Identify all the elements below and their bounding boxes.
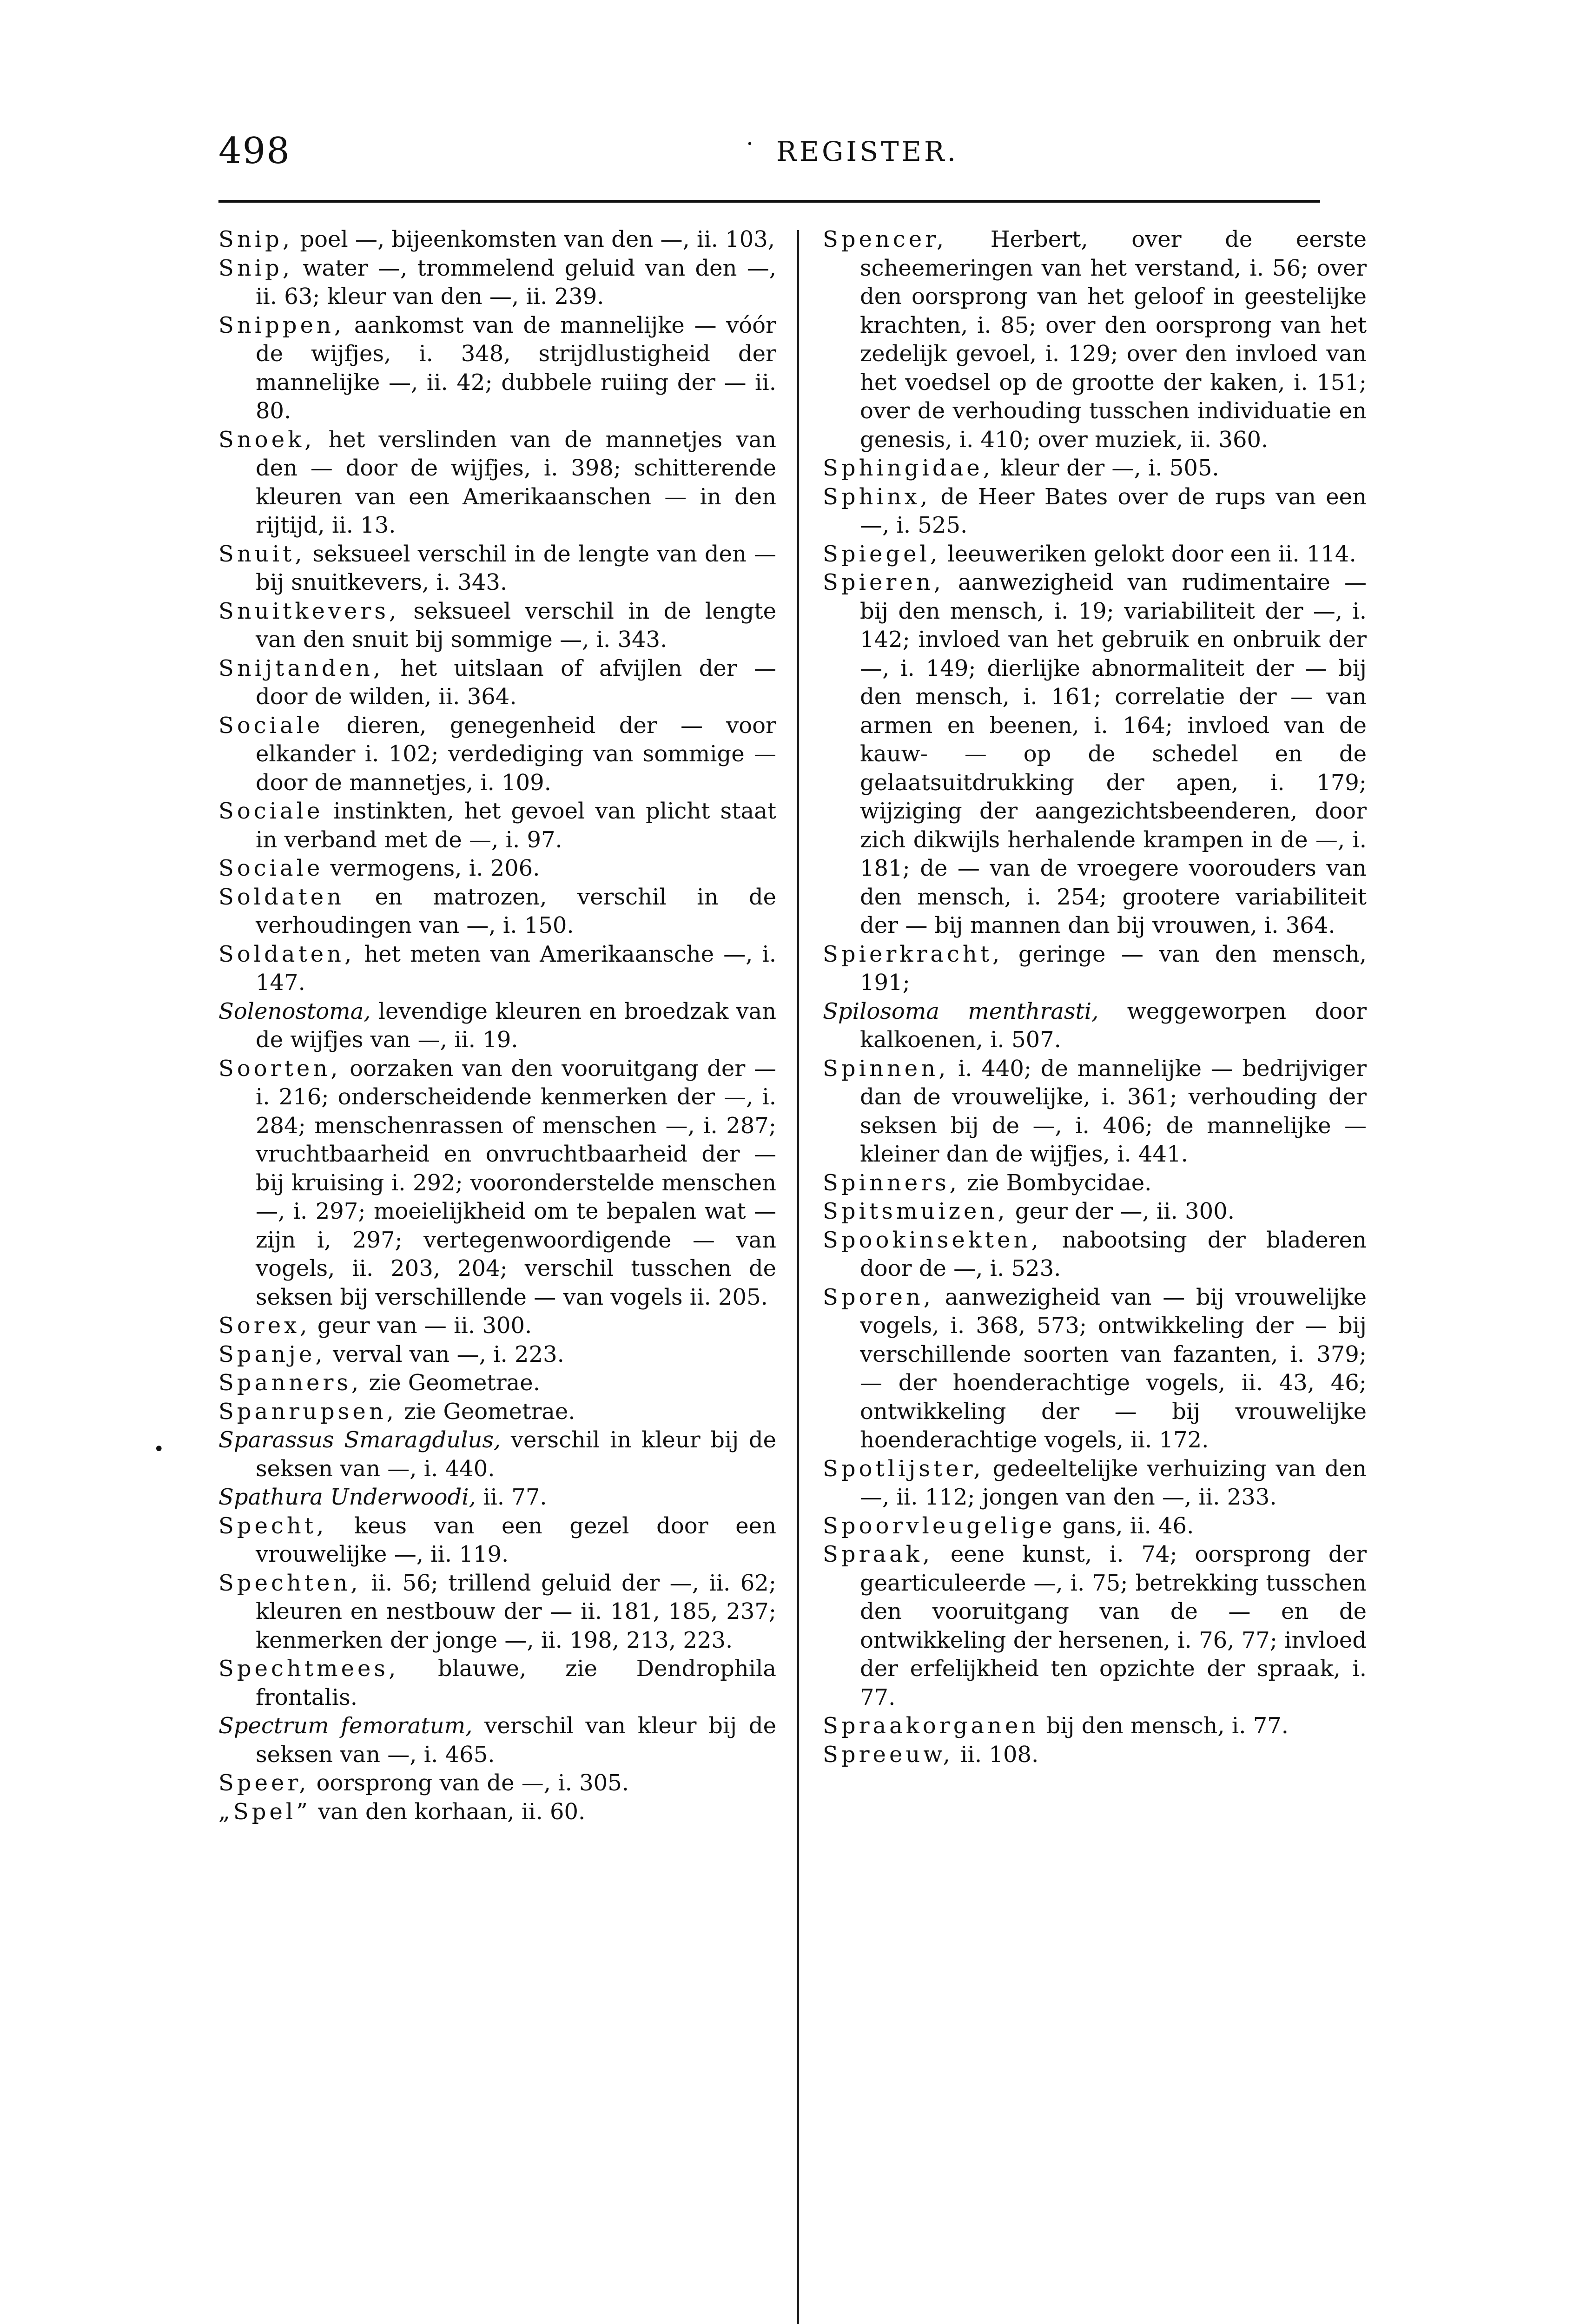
index-entry bbox=[218, 797, 776, 854]
entry-text: water —, trommelend geluid van den —, ii. 63; kleur van den —, ii. 239. bbox=[256, 255, 776, 310]
index-entry bbox=[218, 1769, 776, 1798]
entry-text: verval van —, i. 223. bbox=[325, 1341, 564, 1367]
entry-headword: Soldaten, bbox=[218, 941, 355, 967]
entry-text: en matrozen, verschil in de verhoudingen van —, i. 150. bbox=[256, 884, 776, 938]
entry-text: keus van een gezel door een vrouwelijke —, ii. 119. bbox=[256, 1512, 776, 1567]
entry-text: levendige kleuren en broedzak van de wijfjes van —, ii. 19. bbox=[256, 998, 776, 1053]
entry-text: het uitslaan of afvijlen der — door de wilden, ii. 364. bbox=[256, 655, 776, 710]
entry-text: van den korhaan, ii. 60. bbox=[311, 1798, 586, 1825]
index-entry bbox=[823, 1741, 1367, 1769]
entry-text: zie Geometrae. bbox=[397, 1398, 575, 1425]
entry-headword: Sparassus Smaragdulus, bbox=[218, 1427, 501, 1453]
index-entry bbox=[218, 1512, 776, 1569]
index-entry bbox=[823, 1455, 1367, 1512]
index-entry bbox=[218, 883, 776, 940]
entry-headword: Spookinsekten, bbox=[823, 1227, 1042, 1253]
entry-headword: Soldaten bbox=[218, 884, 345, 910]
index-entry bbox=[823, 1197, 1367, 1226]
entry-text: instinkten, het gevoel van plicht staat in verband met de —, i. 97. bbox=[256, 798, 776, 853]
index-entry bbox=[218, 311, 776, 426]
entry-headword: Snip, bbox=[218, 255, 293, 281]
index-entry bbox=[218, 1398, 776, 1426]
entry-headword: Snoek, bbox=[218, 426, 315, 453]
index-entry bbox=[823, 1169, 1367, 1198]
entry-headword: Sphingidae, bbox=[823, 455, 993, 481]
index-entry bbox=[218, 1712, 776, 1769]
index-entry bbox=[218, 1369, 776, 1398]
index-entry bbox=[823, 225, 1367, 454]
index-entry bbox=[218, 426, 776, 540]
entry-headword: Sociale bbox=[218, 798, 324, 824]
index-entry bbox=[823, 940, 1367, 997]
index-entry bbox=[823, 1512, 1367, 1541]
entry-text: dieren, genegenheid der — voor elkander i. 102; verdediging van sommige — door de mannetjes, i. 109. bbox=[256, 712, 776, 796]
header-dot: · bbox=[746, 130, 753, 157]
index-entry bbox=[823, 1055, 1367, 1169]
entry-headword: Sociale bbox=[218, 855, 324, 881]
entry-text: aankomst van de mannelijke — vóór de wijfjes, i. 348, strijdlustigheid der mannelijke —, ii. 42; dubbele ruiing der — ii. 80. bbox=[256, 312, 776, 424]
entry-text: geur van — ii. 300. bbox=[310, 1313, 532, 1339]
entry-headword: Sociale bbox=[218, 712, 324, 739]
entry-headword: Spiegel, bbox=[823, 541, 941, 567]
index-entry bbox=[218, 654, 776, 712]
entry-text: gedeeltelijke verhuizing van den —, ii. 112; jongen van den —, ii. 233. bbox=[860, 1455, 1367, 1510]
index-entry bbox=[823, 1712, 1367, 1741]
entry-text: Herbert, over de eerste scheemeringen van het verstand, i. 56; over den oorsprong van het geloof in geestelijke krachten, i. 85; over den oorsprong van het zedelijk gevoel, i. 129; over den invloed van het voedsel op de grootte der kaken, i. 151; over de verhouding tusschen individuatie en genesis, i. 410; over muziek, ii. 360. bbox=[860, 226, 1367, 453]
entry-headword: Speer, bbox=[218, 1770, 310, 1796]
index-entry bbox=[823, 1283, 1367, 1455]
entry-headword: Spinnen, bbox=[823, 1055, 949, 1082]
entry-text: weggeworpen door kalkoenen, i. 507. bbox=[860, 998, 1367, 1053]
index-entry bbox=[218, 1312, 776, 1340]
entry-headword: Spraakorganen bbox=[823, 1713, 1039, 1739]
index-entry bbox=[823, 540, 1367, 569]
entry-text: zie Bombycidae. bbox=[960, 1169, 1152, 1196]
entry-headword: Spathura Underwoodi, bbox=[218, 1484, 476, 1510]
entry-headword: Solenostoma, bbox=[218, 998, 371, 1024]
index-entry bbox=[823, 568, 1367, 940]
index-entry bbox=[218, 1798, 776, 1827]
entry-text: vermogens, i. 206. bbox=[323, 855, 540, 881]
entry-text: seksueel verschil in de lengte van den snuit bij sommige —, i. 343. bbox=[256, 598, 776, 653]
running-title: REGISTER. bbox=[776, 136, 959, 167]
entry-headword: Spechten, bbox=[218, 1570, 361, 1596]
entry-headword: Spanje, bbox=[218, 1341, 326, 1367]
left-column bbox=[218, 225, 776, 1826]
entry-headword: Spencer, bbox=[823, 226, 947, 252]
entry-text: het meten van Amerikaansche —, i. 147. bbox=[256, 941, 776, 996]
entry-text: aanwezigheid van rudimentaire — bij den mensch, i. 19; variabiliteit der —, i. 142; invloed van het gebruik en onbruik der —, i. 149; dierlijke abnormaliteit der — bij den mensch, i. 161; correlatie der — van armen en beenen, i. 164; invloed van de kauw- — op de schedel en de gelaatsuitdrukking der apen, i. 179; wijziging der aangezichtsbeenderen, door zich dikwijls herhalende krampen in de —, i. 181; de — van de vroegere voorouders van den mensch, i. 254; grootere variabiliteit der — bij mannen dan bij vrouwen, i. 364. bbox=[860, 569, 1367, 938]
entry-text: bij den mensch, i. 77. bbox=[1039, 1713, 1289, 1739]
index-entry bbox=[218, 940, 776, 997]
entry-text: leeuweriken gelokt door een ii. 114. bbox=[940, 541, 1356, 567]
entry-headword: Spechtmees, bbox=[218, 1656, 399, 1682]
entry-text: poel —, bijeenkomsten van den —, ii. 103, bbox=[293, 226, 775, 252]
index-entry bbox=[218, 1055, 776, 1312]
entry-headword: Soorten, bbox=[218, 1055, 341, 1082]
entry-headword: Sorex, bbox=[218, 1313, 311, 1339]
entry-text: ii. 108. bbox=[953, 1741, 1039, 1768]
entry-headword: Spitsmuizen, bbox=[823, 1198, 1008, 1224]
entry-headword: Spraak, bbox=[823, 1541, 933, 1567]
entry-text: eene kunst, i. 74; oorsprong der gearticuleerde —, i. 75; betrekking tusschen den vooruitgang van de — en de ontwikkeling der hersenen, i. 76, 77; invloed der erfelijkheid ten opzichte der spraak, i. 77. bbox=[860, 1541, 1367, 1710]
index-entry bbox=[218, 1483, 776, 1512]
index-entry bbox=[218, 1340, 776, 1369]
index-entry bbox=[218, 225, 776, 254]
right-column bbox=[823, 225, 1367, 1769]
index-entry bbox=[218, 997, 776, 1055]
entry-text: de Heer Bates over de rups van een —, i. 525. bbox=[860, 483, 1367, 538]
entry-headword: Spanners, bbox=[218, 1370, 362, 1396]
header-rule bbox=[218, 200, 1320, 203]
entry-text: oorzaken van den vooruitgang der — i. 216; onderscheidende kenmerken der —, i. 284; menschenrassen of menschen —, i. 287; vruchtbaarheid en onvruchtbaarheid der — bij kruising i. 292; vooronderstelde menschen —, i. 297; moeielijkheid om te bepalen wat — zijn i, 297; vertegenwoordigende — van vogels, ii. 203, 204; verschil tusschen de seksen bij verschillende — van vogels ii. 205. bbox=[256, 1055, 776, 1310]
index-entry bbox=[218, 1655, 776, 1712]
entry-text: i. 440; de mannelijke — bedrijviger dan de vrouwelijke, i. 361; verhouding der seksen bij de —, i. 406; de mannelijke — kleiner dan de wijfjes, i. 441. bbox=[860, 1055, 1367, 1167]
entry-text: oorsprong van de —, i. 305. bbox=[309, 1770, 629, 1796]
entry-text: verschil in kleur bij de seksen van —, i. 440. bbox=[256, 1427, 776, 1482]
entry-text: geringe — van den mensch, 191; bbox=[860, 941, 1367, 996]
index-entry bbox=[823, 997, 1367, 1055]
entry-headword: Spilosoma menthrasti, bbox=[823, 998, 1099, 1024]
entry-headword: Snip, bbox=[218, 226, 293, 252]
entry-headword: Spotlijster, bbox=[823, 1455, 984, 1482]
entry-text: gans, ii. 46. bbox=[1055, 1512, 1194, 1539]
entry-headword: Sphinx, bbox=[823, 483, 931, 510]
entry-headword: Spierkracht, bbox=[823, 941, 1003, 967]
entry-text: ii. 56; trillend geluid der —, ii. 62; kleuren en nestbouw der — ii. 181, 185, 237; kenmerken der jonge —, ii. 198, 213, 223. bbox=[256, 1570, 776, 1653]
entry-headword: Spoorvleugelige bbox=[823, 1512, 1056, 1539]
entry-text: aanwezigheid van — bij vrouwelijke vogels, i. 368, 573; ontwikkeling der — bij verschillende soorten van fazanten, i. 379; — der hoenderachtige vogels, ii. 43, 46; ontwikkeling der — bij vrouwelijke hoenderachtige vogels, ii. 172. bbox=[860, 1284, 1367, 1453]
entry-headword: Snuitkevers, bbox=[218, 598, 400, 624]
entry-headword: Spreeuw, bbox=[823, 1741, 953, 1768]
stray-mark: • bbox=[153, 1439, 165, 1460]
entry-headword: Spectrum femoratum, bbox=[218, 1713, 473, 1739]
page-number: 498 bbox=[218, 130, 291, 172]
entry-headword: Snippen, bbox=[218, 312, 345, 338]
entry-headword: „Spel” bbox=[218, 1798, 311, 1825]
entry-headword: Spieren, bbox=[823, 569, 944, 595]
column-divider bbox=[797, 230, 799, 2324]
entry-text: geur der —, ii. 300. bbox=[1008, 1198, 1235, 1224]
index-entry bbox=[218, 1569, 776, 1655]
entry-headword: Spanrupsen, bbox=[218, 1398, 397, 1425]
index-entry bbox=[823, 483, 1367, 540]
index-entry bbox=[218, 540, 776, 597]
entry-text: ii. 77. bbox=[476, 1484, 547, 1510]
index-entry bbox=[823, 454, 1367, 483]
index-entry bbox=[218, 1426, 776, 1483]
entry-text: kleur der —, i. 505. bbox=[993, 455, 1219, 481]
entry-text: nabootsing der bladeren door de —, i. 523. bbox=[860, 1227, 1367, 1281]
entry-text: het verslinden van de mannetjes van den — door de wijfjes, i. 398; schitterende kleuren van een Amerikaanschen — in den rijtijd, ii. 13. bbox=[256, 426, 776, 538]
index-entry bbox=[218, 254, 776, 311]
index-entry bbox=[218, 712, 776, 798]
entry-text: blauwe, zie Dendrophila frontalis. bbox=[256, 1656, 776, 1710]
index-entry bbox=[823, 1540, 1367, 1712]
index-entry bbox=[218, 597, 776, 654]
index-entry bbox=[823, 1226, 1367, 1283]
index-entry bbox=[218, 854, 776, 883]
entry-headword: Spinners, bbox=[823, 1169, 960, 1196]
entry-headword: Snijtanden, bbox=[218, 655, 384, 681]
entry-headword: Specht, bbox=[218, 1512, 327, 1539]
entry-text: zie Geometrae. bbox=[362, 1370, 540, 1396]
page-header bbox=[218, 130, 1320, 186]
entry-text: seksueel verschil in de lengte van den — bij snuitkevers, i. 343. bbox=[256, 541, 776, 595]
entry-headword: Snuit, bbox=[218, 541, 305, 567]
entry-text: verschil van kleur bij de seksen van —, i. 465. bbox=[256, 1713, 776, 1768]
entry-headword: Sporen, bbox=[823, 1284, 934, 1310]
